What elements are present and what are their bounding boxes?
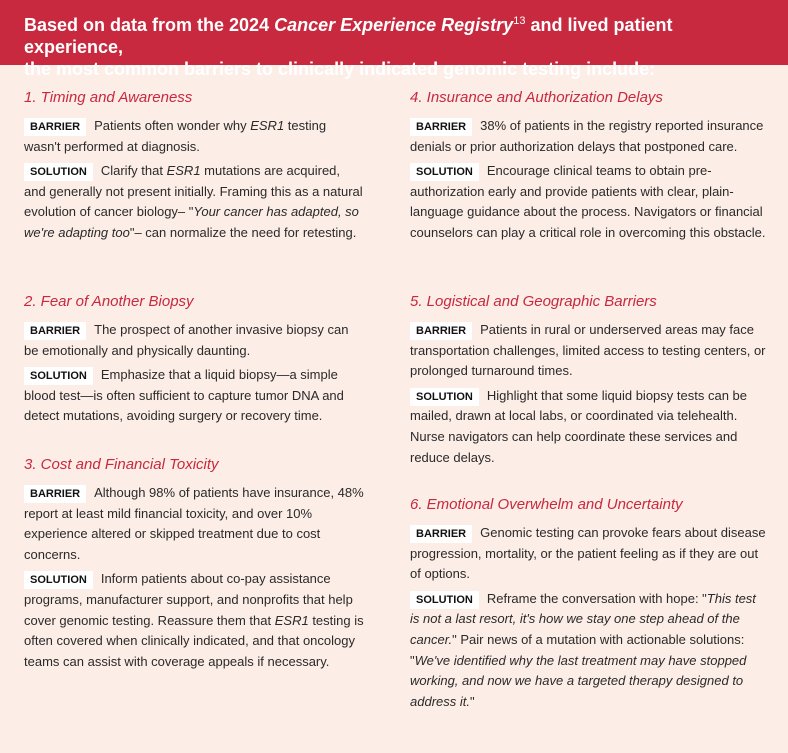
solution-label: SOLUTION: [410, 591, 479, 609]
barrier-paragraph: [410, 320, 768, 382]
solution-text: Encourage clinical teams to obtain pre-authorization early and provide patients with clear, plain-language guidance about the process. Navigators or financial counselors can play a critical role in overcoming this obstacle.: [410, 163, 766, 240]
barrier-text: Patients in rural or underserved areas may face transportation challenges, limited access to testing centers, or prolonged turnaround times.: [410, 322, 766, 379]
section-title: 2. Fear of Another Biopsy: [24, 293, 194, 310]
solution-paragraph: [410, 386, 768, 468]
solution-label: SOLUTION: [24, 163, 93, 181]
barrier-label: BARRIER: [24, 322, 86, 340]
solution-paragraph: [24, 569, 364, 672]
solution-text: Emphasize that a liquid biopsy—a simple blood test—is often sufficient to capture tumor DNA and detect mutations, avoiding surgery or recovery time.: [24, 367, 344, 424]
solution-label: SOLUTION: [24, 367, 93, 385]
solution-paragraph: [410, 161, 768, 243]
emphasis-text: ESR1: [274, 612, 309, 628]
barrier-text: testing wasn't performed at diagnosis.: [24, 118, 327, 154]
header-line-2: the most common barriers to clinically indicated genomic testing include:: [24, 59, 656, 79]
barrier-section: [410, 88, 768, 248]
barrier-text: 38% of patients in the registry reported insurance denials or prior authorization delays that postponed care.: [410, 118, 764, 154]
solution-text: mutations are acquired, and generally not present initially. Framing this as a natural evolution of cancer biology– ": [24, 163, 363, 220]
barrier-section: [24, 455, 364, 676]
footnote-ref: 13: [513, 15, 526, 27]
solution-label: SOLUTION: [410, 388, 479, 406]
barrier-label: BARRIER: [410, 118, 472, 136]
barrier-label: BARRIER: [24, 485, 86, 503]
section-title: 1. Timing and Awareness: [24, 89, 193, 106]
solution-label: SOLUTION: [24, 571, 93, 589]
emphasis-text: ESR1: [250, 118, 285, 133]
barrier-label: BARRIER: [410, 322, 472, 340]
registry-name: Cancer Experience Registry: [274, 15, 514, 35]
barrier-label: BARRIER: [24, 118, 86, 136]
section-title: 3. Cost and Financial Toxicity: [24, 456, 219, 473]
barrier-label: BARRIER: [410, 525, 472, 543]
solution-text: Clarify that: [100, 163, 167, 179]
barrier-paragraph: [410, 116, 768, 157]
section-title: 5. Logistical and Geographic Barriers: [410, 293, 657, 310]
section-title: 6. Emotional Overwhelm and Uncertainty: [410, 496, 683, 513]
header-banner: [0, 0, 788, 79]
solution-text: testing is often covered when clinically indicated, and that oncology teams can assist with coverage appeals if necessary.: [24, 612, 364, 669]
emphasis-text: Your cancer has adapted, so we're adapting too: [24, 204, 359, 240]
barrier-text: Although 98% of patients have insurance, 48% report at least mild financial toxicity, and over 10% experience altered or skipped treatment due to cost concerns.: [24, 485, 364, 562]
barrier-paragraph: [24, 320, 364, 361]
barrier-paragraph: [24, 483, 364, 565]
section-title: 4. Insurance and Authorization Delays: [410, 89, 663, 106]
barrier-text: Genomic testing can provoke fears about disease progression, mortality, or the patient feeling as if they are out of options.: [410, 525, 766, 582]
solution-paragraph: [24, 365, 364, 427]
barrier-text: Patients often wonder why: [94, 118, 251, 133]
barrier-section: [410, 495, 768, 716]
barrier-paragraph: [410, 523, 768, 585]
barrier-section: [24, 292, 364, 431]
solution-text: "– can normalize the need for retesting.: [129, 224, 357, 240]
solution-paragraph: [24, 161, 364, 243]
emphasis-text: We've identified why the last treatment may have stopped working, and now we have a targeted therapy designed to address it.: [410, 652, 747, 709]
barrier-section: [410, 292, 768, 472]
emphasis-text: ESR1: [166, 163, 201, 179]
solution-text: Reframe the conversation with hope: ": [486, 590, 707, 606]
solution-text: Inform patients about co-pay assistance programs, manufacturer support, and nonprofits that help cover genomic testing. Reassure them that: [24, 571, 353, 628]
barrier-section: [24, 88, 364, 248]
barrier-text: The prospect of another invasive biopsy can be emotionally and physically daunting.: [24, 322, 349, 358]
solution-text: Highlight that some liquid biopsy tests can be mailed, drawn at local labs, or coordinated via telehealth. Nurse navigators can help coordinate these services and reduce delays.: [410, 387, 747, 465]
header-line-1: [24, 10, 764, 58]
solution-label: SOLUTION: [410, 163, 479, 181]
header-text: Based on data from the 2024: [24, 15, 275, 35]
header-text: and lived patient experience,: [24, 15, 673, 57]
solution-text: ": [469, 693, 475, 709]
solution-text: " Pair news of a mutation with actionable solutions: ": [410, 631, 745, 668]
barrier-paragraph: [24, 116, 364, 157]
emphasis-text: This test is not a last resort, it's how we stay one step ahead of the cancer.: [410, 590, 756, 647]
solution-paragraph: [410, 589, 768, 713]
